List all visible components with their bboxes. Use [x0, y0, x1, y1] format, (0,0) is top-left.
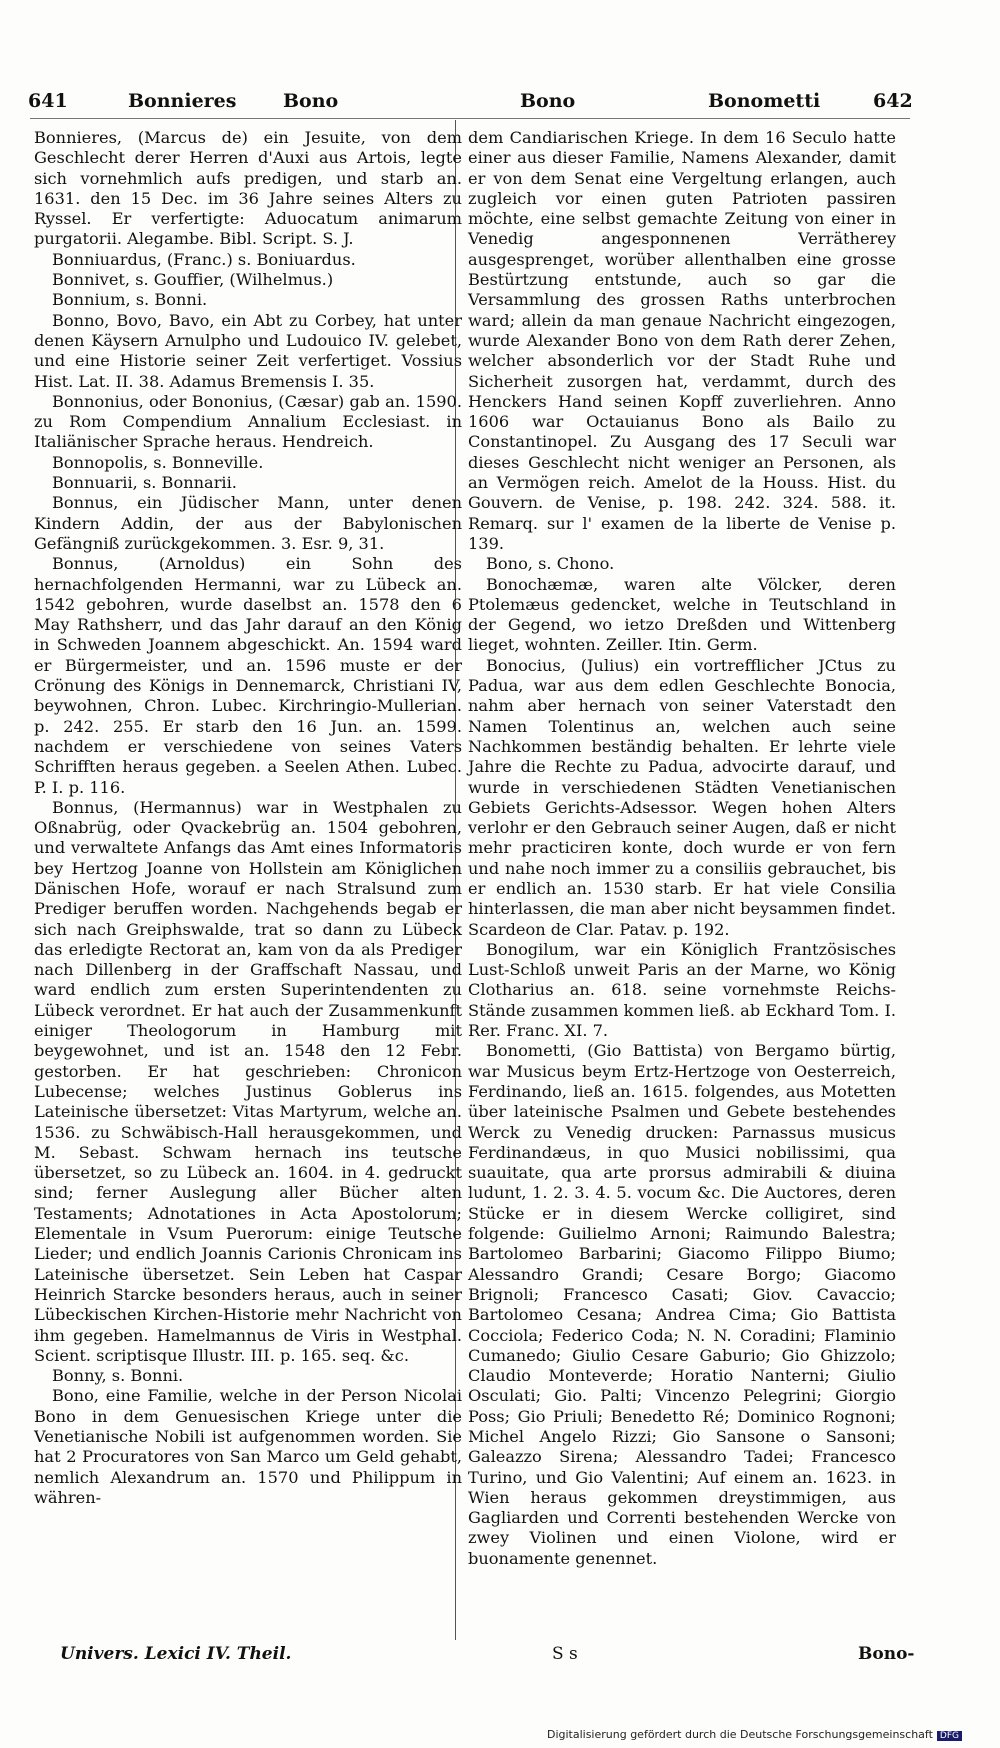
entry-paragraph: dem Candiarischen Kriege. In dem 16 Seculo hatte einer aus dieser Familie, Namens Alexander, damit er von dem Senat eine Vergeltung erlangen, auch zugleich vor einen guten Patrioten passiren möchte, eine selbst gemachte Zeitung von einer in Venedig angesponnenen Verrätherey ausgesprenget, worüber allenthalben eine grosse Bestürtzung entstunde, auch so gar die Versammlung des grossen Raths unterbrochen ward; allein da man genaue Nachricht eingezogen, wurde Alexander Bono von dem Rath derer Zehen, welcher absonderlich vor der Stadt Ruhe und Sicherheit zusorgen hat, verdammt, durch des Henckers Hand seinen Kopff zuverliehren. Anno 1606 war Octauianus Bono als Bailo zu Constantinopel. Zu Ausgang des 17 Seculi war dieses Geschlecht nicht weniger an Personen, als an Vermögen reich. Amelot de la Houss. Hist. du Gouvern. de Venise, p. 198. 242. 324. 588. it. Remarq. sur l' examen de la liberte de Venise p. 139.: [468, 128, 896, 553]
page-number-right: 642: [873, 90, 913, 112]
entry-paragraph: Bonnonius, oder Bononius, (Cæsar) gab an. 1590. zu Rom Compendium Annalium Ecclesiast. in Italiänischer Sprache heraus. Hendreich.: [34, 391, 462, 452]
header-word-right-1: Bono: [520, 90, 576, 112]
right-column: [468, 128, 896, 1569]
entry-paragraph: Bonogilum, war ein Königlich Frantzösisches Lust-Schloß unweit Paris an der Marne, wo König Clotharius an. 618. seine vornehmste Reichs-Stände zusammen kommen ließ. ab Eckhard Tom. I. Rer. Franc. XI. 7.: [468, 939, 896, 1041]
left-column: [34, 128, 462, 1508]
entry-paragraph: Bono, eine Familie, welche in der Person Nicolai Bono in dem Genuesischen Kriege unter die Venetianische Nobili ist aufgenommen worden. Sie hat 2 Procuratores von San Marco um Geld gehabt, nemlich Alexandrum an. 1570 und Philippum in währen-: [34, 1386, 462, 1507]
entry-paragraph: Bonny, s. Bonni.: [52, 1366, 184, 1386]
entry-paragraph: Bonniuardus, (Franc.) s. Boniuardus.: [52, 249, 356, 269]
header-word-right-2: Bonometti: [708, 90, 821, 112]
header-word-left-1: Bonnieres: [128, 90, 237, 112]
entry-paragraph: Bonnuarii, s. Bonnarii.: [52, 473, 237, 493]
entry-paragraph: Bonnieres, (Marcus de) ein Jesuite, von dem Geschlecht derer Herren d'Auxi aus Artois, legte sich vornehmlich aufs predigen, und starb an. 1631. den 15 Dec. im 36 Jahre seines Alters zu Ryssel. Er verfertigte: Aduocatum animarum purgatorii. Alegambe. Bibl. Script. S. J.: [34, 128, 462, 249]
footer-title: Univers. Lexici IV. Theil.: [60, 1644, 292, 1664]
entry-paragraph: Bonno, Bovo, Bavo, ein Abt zu Corbey, hat unter denen Käysern Arnulpho und Ludouico IV. gelebet, und eine Historie seiner Zeit verfertiget. Vossius Hist. Lat. II. 38. Adamus Bremensis I. 35.: [34, 310, 462, 391]
digitization-note: [547, 1728, 962, 1741]
header-word-left-2: Bono: [283, 90, 339, 112]
signature-mark: S s: [552, 1644, 578, 1664]
page-number-left: 641: [28, 90, 68, 112]
entry-paragraph: Bonnivet, s. Gouffier, (Wilhelmus.): [52, 270, 334, 290]
entry-paragraph: Bonochæmæ, waren alte Völcker, deren Ptolemæus gedencket, welche in Teutschland in der Gegend, wo ietzo Dreßden und Wittenberg lieget, wohnten. Zeiller. Itin. Germ.: [468, 574, 896, 655]
entry-paragraph: Bonnium, s. Bonni.: [52, 290, 208, 310]
entry-paragraph: Bonnus, (Arnoldus) ein Sohn des hernachfolgenden Hermanni, war zu Lübeck an. 1542 gebohren, wurde daselbst an. 1578 den 6 May Rathsherr, und das Jahr darauf an den König in Schweden Joannem abgeschickt. An. 1594 ward er Bürgermeister, und an. 1596 muste er der Crönung des Königs in Dennemarck, Christiani IV, beywohnen, Chron. Lubec. Kirchringio-Mullerian. p. 242. 255. Er starb den 16 Jun. an. 1599. nachdem er verschiedene von seines Vaters Schrifften heraus gegeben. a Seelen Athen. Lubec. P. I. p. 116.: [34, 554, 462, 797]
entry-paragraph: Bonnopolis, s. Bonneville.: [52, 452, 264, 472]
dfg-logo: DFG: [937, 1731, 962, 1741]
header-rule: [30, 118, 910, 119]
entry-paragraph: Bonometti, (Gio Battista) von Bergamo bürtig, war Musicus beym Ertz-Hertzoge von Oesterreich, Ferdinando, ließ an. 1615. folgendes, aus Motetten über lateinische Psalmen und Gebete bestehendes Werck zu Venedig drucken: Parnassus musicus Ferdinandæus, in quo Musici nobilissimi, qua suauitate, qua arte prorsus admirabili & diuina ludunt, 1. 2. 3. 4. 5. vocum &c. Die Auctores, deren Stücke er in diesem Wercke colligiret, sind folgende: Guilielmo Arnoni; Raimundo Balestra; Bartolomeo Barbarini; Giacomo Filippo Biumo; Alessandro Grandi; Cesare Borgo; Giacomo Brignoli; Francesco Casati; Giov. Cavaccio; Bartolomeo Cesana; Andrea Cima; Gio Battista Cocciola; Federico Coda; N. N. Coradini; Flaminio Cumanedo; Giulio Cesare Gaburio; Gio Ghizzolo; Claudio Monteverde; Horatio Nanterni; Giulio Osculati; Gio. Palti; Vincenzo Pelegrini; Giorgio Poss; Gio Priuli; Benedetto Ré; Dominico Rognoni; Michel Angelo Rizzi; Gio Sansone o Sansoni; Galeazzo Sirena; Alessandro Tadei; Francesco Turino, und Gio Valentini; Auf einem an. 1623. in Wien heraus gekommen dreystimmigen, aus Gagliarden und Correnti bestehenden Wercke von zwey Violinen und einen Violone, wird er buonamente genennet.: [468, 1041, 896, 1568]
entry-paragraph: Bonnus, (Hermannus) war in Westphalen zu Oßnabrüg, oder Qvackebrüg an. 1504 gebohren, und verwaltete Anfangs das Amt eines Informatoris bey Hertzog Joanne von Hollstein am Königlichen Dänischen Hofe, worauf er nach Stralsund zum Prediger beruffen worden. Nachgehends begab er sich nach Greiphswalde, trat so dann zu Lübeck das erledigte Rectorat an, kam von da als Prediger nach Dillenberg in der Graffschaft Nassau, und ward endlich zum ersten Superintendenten zu Lübeck verordnet. Er hat auch der Zusammenkunft einiger Theologorum in Hamburg mit beygewohnet, und ist an. 1548 den 12 Febr. gestorben. Er hat geschrieben: Chronicon Lubecense; welches Justinus Goblerus ins Lateinische übersetzet: Vitas Martyrum, welche an. 1536. zu Schwäbisch-Hall herausgekommen, und M. Sebast. Schwam hernach ins teutsche übersetzet, so zu Lübeck an. 1604. in 4. gedruckt sind; ferner Auslegung aller Bücher alten Testaments; Adnotationes in Acta Apostolorum; Elementale in Vsum Puerorum: einige Teutsche Lieder; und endlich Joannis Carionis Chronicam ins Lateinische übersetzet. Sein Leben hat Caspar Heinrich Starcke besonders heraus, auch in seiner Lübeckischen Kirchen-Historie mehr Nachricht von ihm gegeben. Hamelmannus de Viris in Westphal. Scient. scriptisque Illustr. III. p. 165. seq. &c.: [34, 797, 462, 1365]
entry-paragraph: Bonocius, (Julius) ein vortrefflicher JCtus zu Padua, war aus dem edlen Geschlechte Bonocia, nahm aber hernach von seiner Vaterstadt den Namen Tolentinus an, welchen auch seine Nachkommen beständig behalten. Er lehrte viele Jahre die Rechte zu Padua, advocirte darauf, und wurde in verschiedenen Städten Venetianischen Gebiets Gerichts-Adsessor. Wegen hohen Alters verlohr er den Gebrauch seiner Augen, daß er nicht mehr practiciren konte, doch wurde er von fern und nahe noch immer zu a consiliis gebrauchet, bis er endlich an. 1530 starb. Er hat viele Consilia hinterlassen, die man aber nicht beysammen findet. Scardeon de Clar. Patav. p. 192.: [468, 655, 896, 939]
digitization-note-text: Digitalisierung gefördert durch die Deutsche Forschungsgemeinschaft: [546, 1728, 933, 1741]
catchword: Bono-: [858, 1644, 915, 1664]
entry-paragraph: Bonnus, ein Jüdischer Mann, unter denen Kindern Addin, der aus der Babylonischen Gefängniß zurückgekommen. 3. Esr. 9, 31.: [34, 493, 462, 553]
entry-paragraph: Bono, s. Chono.: [486, 554, 615, 574]
